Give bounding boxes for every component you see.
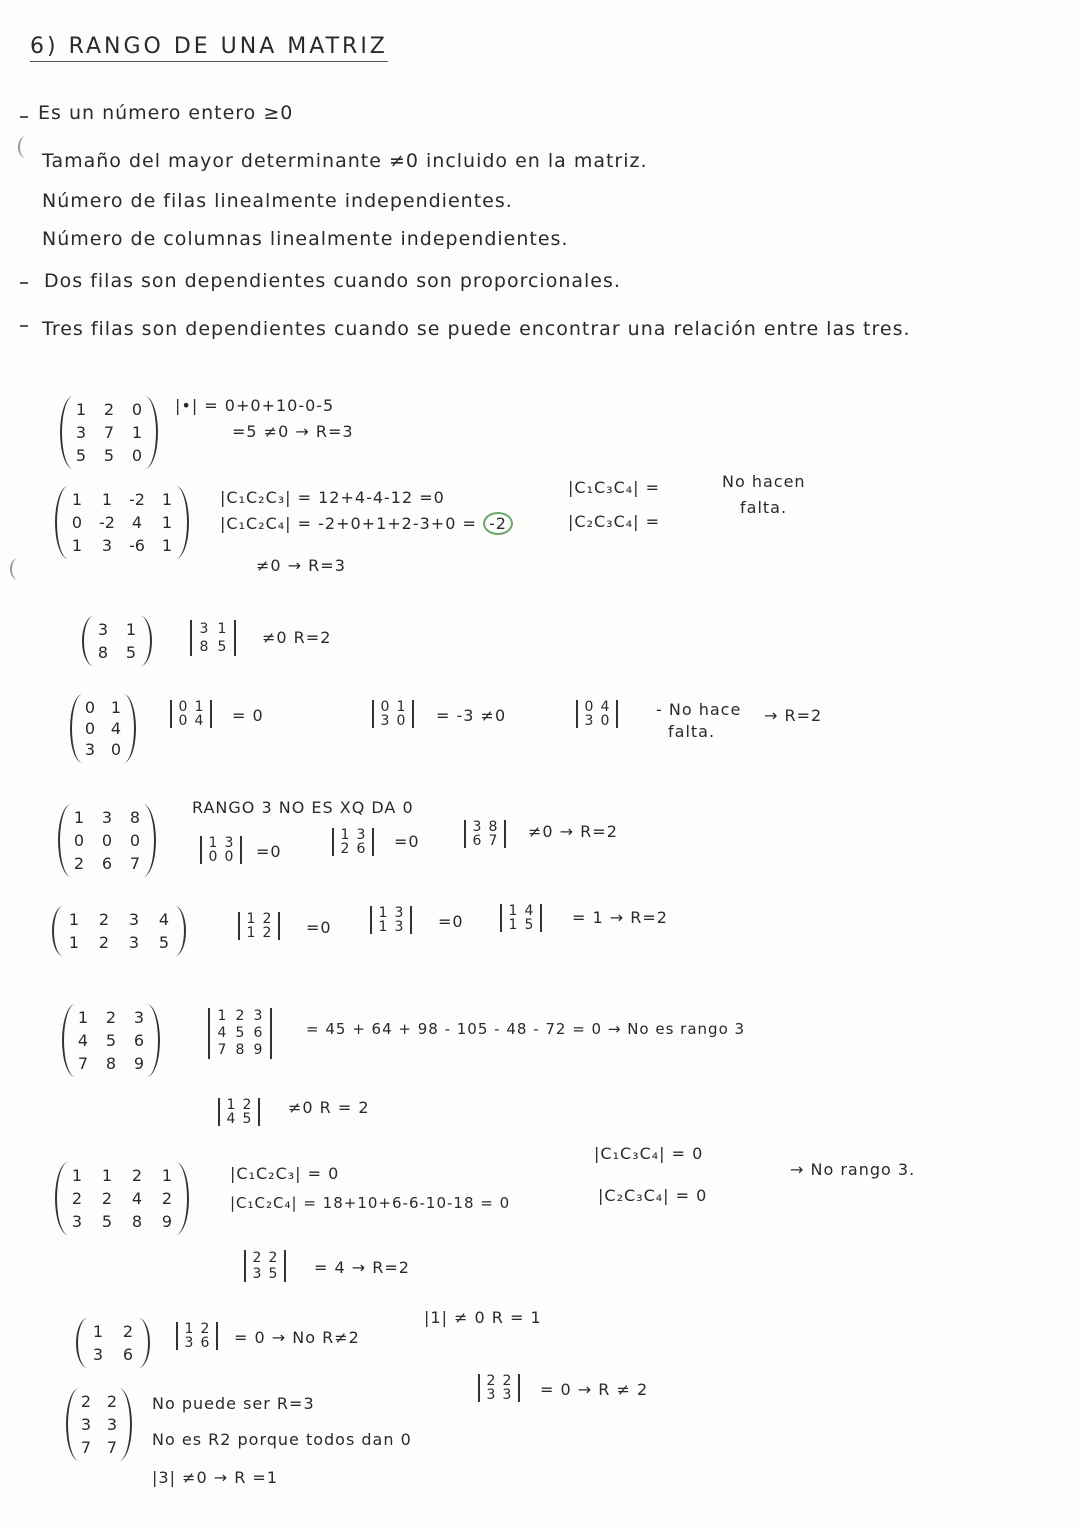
ex2-note2: falta. bbox=[740, 498, 788, 517]
ex5-r2: =0 bbox=[394, 832, 420, 851]
matrix-ex2: 1 1 -2 1 0 -2 4 1 1 3 -6 1 bbox=[55, 486, 189, 559]
ex5-r3: ≠0 → R=2 bbox=[528, 822, 618, 841]
ex8-side2: |C₂C₃C₄| = 0 bbox=[598, 1186, 708, 1205]
bullet-dash bbox=[20, 116, 28, 118]
det-ex7-2: 1 2 4 5 bbox=[218, 1098, 260, 1126]
ex4-r3b: falta. bbox=[668, 722, 716, 741]
det-ex7: 1 2 3 4 5 6 7 8 9 bbox=[208, 1008, 272, 1059]
ex8-side3: → No rango 3. bbox=[790, 1160, 916, 1179]
ex10-l1: No puede ser R=3 bbox=[152, 1394, 315, 1413]
bullet-5: Dos filas son dependientes cuando son proporcionales. bbox=[44, 270, 621, 292]
ex5-note: RANGO 3 NO ES XQ DA 0 bbox=[192, 798, 414, 817]
ex2-side2: |C₂C₃C₄| = bbox=[568, 512, 661, 531]
ex6-r1: =0 bbox=[306, 918, 332, 937]
det-ex4-3: 0 4 3 0 bbox=[576, 700, 618, 728]
det-ex4-2: 0 1 3 0 bbox=[372, 700, 414, 728]
ex2-side1: |C₁C₃C₄| = bbox=[568, 478, 661, 497]
ex8-r: = 4 → R=2 bbox=[314, 1258, 410, 1277]
ex7-r1: = 45 + 64 + 98 - 105 - 48 - 72 = 0 → No es rango 3 bbox=[306, 1020, 746, 1038]
det-ex5-3: 3 8 6 7 bbox=[464, 820, 506, 848]
ex4-r4: → R=2 bbox=[764, 706, 823, 725]
binder-mark bbox=[18, 136, 34, 158]
bullet-4: Número de columnas linealmente independientes. bbox=[42, 228, 569, 250]
page-title: 6) RANGO DE UNA MATRIZ bbox=[30, 34, 388, 62]
det-ex5-2: 1 3 2 6 bbox=[332, 828, 374, 856]
ex10-l2: No es R2 porque todos dan 0 bbox=[152, 1430, 412, 1449]
matrix-ex8: 1 1 2 1 2 2 4 2 3 5 8 9 bbox=[55, 1162, 189, 1235]
ex7-r2: ≠0 R = 2 bbox=[288, 1098, 370, 1117]
ex4-r3a: - No hace bbox=[656, 700, 742, 719]
ex6-r2: =0 bbox=[438, 912, 464, 931]
bullet-dash bbox=[20, 325, 28, 327]
ex8-side1: |C₁C₃C₄| = 0 bbox=[594, 1144, 704, 1163]
ex1-result: =5 ≠0 → R=3 bbox=[232, 422, 354, 441]
matrix-ex10: 2 2 3 3 7 7 bbox=[66, 1388, 132, 1461]
det-ex3: 3 1 8 5 bbox=[190, 620, 236, 656]
det-ex10: 2 2 3 3 bbox=[478, 1374, 520, 1402]
matrix-ex5: 1 3 8 0 0 0 2 6 7 bbox=[58, 804, 156, 877]
ex2-line2: |C₁C₂C₄| = -2+0+1+2-3+0 = -2 bbox=[220, 514, 513, 533]
det-ex4-1: 0 1 0 4 bbox=[170, 700, 212, 728]
ex8-line2: |C₁C₂C₄| = 18+10+6-6-10-18 = 0 bbox=[230, 1194, 511, 1212]
det-ex6-2: 1 3 1 3 bbox=[370, 906, 412, 934]
bullet-6: Tres filas son dependientes cuando se puede encontrar una relación entre las tres. bbox=[42, 318, 911, 340]
ex2-line1: |C₁C₂C₃| = 12+4-4-12 =0 bbox=[220, 488, 445, 507]
bullet-3: Número de filas linealmente independientes. bbox=[42, 190, 513, 212]
ex3-result: ≠0 R=2 bbox=[262, 628, 332, 647]
bullet-dash bbox=[20, 282, 28, 284]
bullet-1: Es un número entero ≥0 bbox=[38, 102, 294, 124]
ex6-r3: = 1 → R=2 bbox=[572, 908, 668, 927]
det-ex9: 1 2 3 6 bbox=[176, 1322, 218, 1350]
ex9-r: = 0 → No R≠2 bbox=[234, 1328, 360, 1347]
ex2-note1: No hacen bbox=[722, 472, 806, 491]
matrix-ex6: 1 2 3 4 1 2 3 5 bbox=[52, 906, 186, 956]
ex9-side: |1| ≠ 0 R = 1 bbox=[424, 1308, 542, 1327]
matrix-ex9: 1 2 3 6 bbox=[76, 1318, 150, 1368]
circled-value: -2 bbox=[483, 512, 513, 535]
matrix-ex3: 3 1 8 5 bbox=[82, 616, 152, 666]
ex1-calc: |•| = 0+0+10-0-5 bbox=[175, 396, 335, 415]
matrix-ex7: 1 2 3 4 5 6 7 8 9 bbox=[62, 1004, 160, 1077]
matrix-ex1: 1 2 0 3 7 1 5 5 0 bbox=[60, 396, 158, 469]
ex4-r2: = -3 ≠0 bbox=[436, 706, 507, 725]
ex5-r1: =0 bbox=[256, 842, 282, 861]
bullet-2: Tamaño del mayor determinante ≠0 incluido en la matriz. bbox=[42, 150, 648, 172]
ex2-line3: ≠0 → R=3 bbox=[256, 556, 346, 575]
ex8-line1: |C₁C₂C₃| = 0 bbox=[230, 1164, 340, 1183]
det-ex6-3: 1 4 1 5 bbox=[500, 904, 542, 932]
matrix-ex4: 0 1 0 4 3 0 bbox=[70, 694, 136, 763]
ex4-r1: = 0 bbox=[232, 706, 264, 725]
binder-mark bbox=[10, 558, 26, 580]
ex10-l3: |3| ≠0 → R =1 bbox=[152, 1468, 278, 1487]
det-ex8: 2 2 3 5 bbox=[244, 1250, 286, 1282]
det-ex5-1: 1 3 0 0 bbox=[200, 836, 242, 864]
det-ex6-1: 1 2 1 2 bbox=[238, 912, 280, 940]
ex10-r: = 0 → R ≠ 2 bbox=[540, 1380, 649, 1399]
